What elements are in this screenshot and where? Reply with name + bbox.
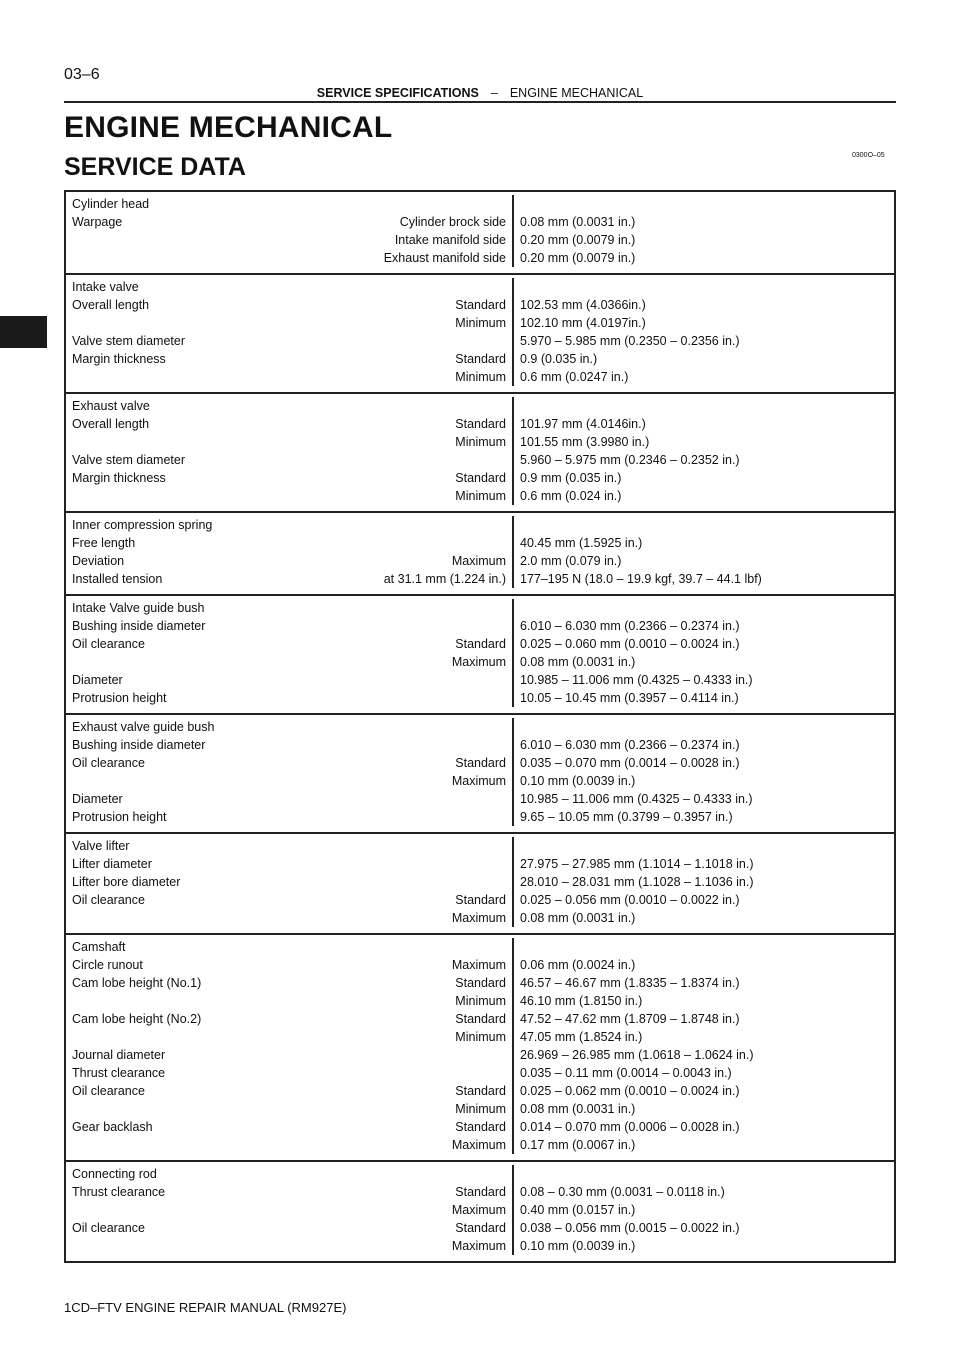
spec-section (66, 273, 894, 392)
spec-value: 0.08 mm (0.0031 in.) (520, 1102, 636, 1116)
spec-item-label: Inner compression spring (72, 518, 213, 532)
spec-value (520, 397, 894, 415)
spec-item-label: Journal diameter (72, 1048, 166, 1062)
spec-value: 0.6 mm (0.024 in.) (520, 489, 622, 503)
spec-item-qualifier: Standard (455, 352, 506, 366)
spec-values (514, 718, 894, 826)
spec-item-label: Margin thickness (72, 471, 166, 485)
spec-value: 47.52 – 47.62 mm (1.8709 – 1.8748 in.) (520, 1012, 740, 1026)
spec-row (72, 1183, 506, 1201)
spec-labels (66, 278, 514, 386)
spec-value: 6.010 – 6.030 mm (0.2366 – 0.2374 in.) (520, 619, 740, 633)
spec-row (72, 350, 506, 368)
spec-value: 26.969 – 26.985 mm (1.0618 – 1.0624 in.) (520, 1048, 754, 1062)
spec-row (72, 534, 506, 552)
spec-row (72, 451, 506, 469)
spec-row (72, 368, 506, 386)
spec-row (72, 195, 506, 213)
spec-value (520, 837, 894, 855)
spec-value: 0.9 (0.035 in.) (520, 352, 598, 366)
spec-value: 102.10 mm (4.0197in.) (520, 316, 646, 330)
spec-values (514, 837, 894, 927)
spec-row (72, 1219, 506, 1237)
spec-item-label: Oil clearance (72, 893, 145, 907)
header-dash: – (490, 86, 498, 100)
spec-values (514, 397, 894, 505)
spec-row (72, 570, 506, 588)
document-code: 0300O–05 (852, 152, 885, 159)
spec-value (520, 195, 894, 213)
spec-value: 0.17 mm (0.0067 in.) (520, 1138, 636, 1152)
spec-item-label: Protrusion height (72, 810, 167, 824)
spec-row (72, 1028, 506, 1046)
spec-item-qualifier: Maximum (451, 774, 506, 788)
spec-section (66, 832, 894, 933)
spec-row (72, 1118, 506, 1136)
spec-row (72, 516, 506, 534)
spec-value: 0.6 mm (0.0247 in.) (520, 370, 629, 384)
spec-row (72, 1010, 506, 1028)
spec-value: 0.20 mm (0.0079 in.) (520, 251, 636, 265)
spec-value: 5.970 – 5.985 mm (0.2350 – 0.2356 in.) (520, 334, 740, 348)
spec-value: 101.55 mm (3.9980 in.) (520, 435, 650, 449)
spec-row (72, 938, 506, 956)
spec-value (520, 718, 894, 736)
spec-row (72, 790, 506, 808)
spec-labels (66, 1165, 514, 1255)
spec-value: 40.45 mm (1.5925 in.) (520, 536, 643, 550)
spec-value: 0.08 mm (0.0031 in.) (520, 215, 636, 229)
spec-value: 102.53 mm (4.0366in.) (520, 298, 646, 312)
spec-item-label: Thrust clearance (72, 1066, 166, 1080)
spec-row (72, 433, 506, 451)
spec-item-label: Oil clearance (72, 1084, 145, 1098)
spec-row (72, 278, 506, 296)
spec-item-qualifier: Standard (455, 471, 506, 485)
spec-row (72, 956, 506, 974)
spec-item-label: Oil clearance (72, 637, 145, 651)
spec-item-label: Cam lobe height (No.1) (72, 976, 202, 990)
service-data-table (64, 190, 896, 1263)
spec-row (72, 1064, 506, 1082)
spec-value: 10.985 – 11.006 mm (0.4325 – 0.4333 in.) (520, 673, 753, 687)
spec-value: 6.010 – 6.030 mm (0.2366 – 0.2374 in.) (520, 738, 740, 752)
spec-labels (66, 195, 514, 267)
spec-item-qualifier: Maximum (451, 554, 506, 568)
spec-item-qualifier: Standard (455, 1120, 506, 1134)
spec-item-qualifier: Standard (455, 756, 506, 770)
spec-item-label: Exhaust valve guide bush (72, 720, 215, 734)
spec-row (72, 1100, 506, 1118)
spec-value: 46.10 mm (1.8150 in.) (520, 994, 643, 1008)
spec-item-qualifier: Maximum (451, 958, 506, 972)
spec-row (72, 599, 506, 617)
spec-row (72, 1237, 506, 1255)
spec-value: 47.05 mm (1.8524 in.) (520, 1030, 643, 1044)
spec-item-label: Protrusion height (72, 691, 167, 705)
spec-row (72, 1165, 506, 1183)
spec-row (72, 296, 506, 314)
spec-item-qualifier: Maximum (451, 655, 506, 669)
spec-item-qualifier: Standard (455, 417, 506, 431)
spec-value (520, 278, 894, 296)
page-footer: 1CD–FTV ENGINE REPAIR MANUAL (RM927E) (64, 1300, 347, 1315)
spec-item-qualifier: Maximum (451, 1239, 506, 1253)
spec-value: 0.08 mm (0.0031 in.) (520, 655, 636, 669)
spec-item-label: Free length (72, 536, 136, 550)
spec-row (72, 397, 506, 415)
spec-item-qualifier: Cylinder brock side (399, 215, 506, 229)
spec-item-qualifier: Exhaust manifold side (383, 251, 506, 265)
page-number: 03–6 (64, 66, 100, 83)
spec-item-label: Bushing inside diameter (72, 738, 206, 752)
spec-row (72, 231, 506, 249)
spec-row (72, 617, 506, 635)
spec-labels (66, 516, 514, 588)
spec-row (72, 487, 506, 505)
spec-item-label: Valve stem diameter (72, 334, 186, 348)
spec-item-label: Thrust clearance (72, 1185, 166, 1199)
spec-values (514, 599, 894, 707)
spec-row (72, 689, 506, 707)
spec-item-label: Oil clearance (72, 1221, 145, 1235)
spec-value: 0.08 mm (0.0031 in.) (520, 911, 636, 925)
spec-value: 0.025 – 0.060 mm (0.0010 – 0.0024 in.) (520, 637, 740, 651)
spec-value (520, 938, 894, 956)
spec-item-label: Valve lifter (72, 839, 130, 853)
spec-value: 2.0 mm (0.079 in.) (520, 554, 622, 568)
spec-row (72, 552, 506, 570)
spec-value: 0.035 – 0.11 mm (0.0014 – 0.0043 in.) (520, 1066, 732, 1080)
spec-row (72, 837, 506, 855)
spec-value: 0.06 mm (0.0024 in.) (520, 958, 636, 972)
spec-value: 0.20 mm (0.0079 in.) (520, 233, 636, 247)
spec-value: 10.985 – 11.006 mm (0.4325 – 0.4333 in.) (520, 792, 753, 806)
spec-value: 0.9 mm (0.035 in.) (520, 471, 622, 485)
spec-labels (66, 837, 514, 927)
spec-item-qualifier: Minimum (455, 316, 506, 330)
spec-value (520, 516, 894, 534)
spec-item-qualifier: Minimum (455, 489, 506, 503)
spec-value: 0.038 – 0.056 mm (0.0015 – 0.0022 in.) (520, 1221, 740, 1235)
spec-value: 101.97 mm (4.0146in.) (520, 417, 646, 431)
spec-value: 0.035 – 0.070 mm (0.0014 – 0.0028 in.) (520, 756, 740, 770)
spec-row (72, 1136, 506, 1154)
spec-section (66, 594, 894, 713)
spec-labels (66, 397, 514, 505)
spec-row (72, 772, 506, 790)
spec-item-qualifier: Maximum (451, 1138, 506, 1152)
spec-row (72, 754, 506, 772)
spec-item-qualifier: Minimum (455, 994, 506, 1008)
spec-item-qualifier: Standard (455, 1012, 506, 1026)
spec-labels (66, 599, 514, 707)
spec-item-label: Deviation (72, 554, 125, 568)
spec-item-qualifier: Maximum (451, 911, 506, 925)
spec-row (72, 909, 506, 927)
spec-row (72, 249, 506, 267)
spec-item-qualifier: Minimum (455, 1030, 506, 1044)
spec-item-label: Camshaft (72, 940, 126, 954)
spec-item-label: Intake Valve guide bush (72, 601, 205, 615)
spec-item-qualifier: Standard (455, 298, 506, 312)
spec-item-label: Overall length (72, 298, 150, 312)
spec-item-label: Valve stem diameter (72, 453, 186, 467)
spec-value (520, 1165, 894, 1183)
spec-section (66, 1160, 894, 1261)
spec-section (66, 713, 894, 832)
spec-item-label: Oil clearance (72, 756, 145, 770)
spec-row (72, 653, 506, 671)
spec-item-label: Intake valve (72, 280, 139, 294)
spec-row (72, 469, 506, 487)
spec-row (72, 1082, 506, 1100)
spec-row (72, 891, 506, 909)
spec-row (72, 718, 506, 736)
spec-item-qualifier: Standard (455, 893, 506, 907)
spec-item-qualifier: Minimum (455, 1102, 506, 1116)
spec-item-label: Cam lobe height (No.2) (72, 1012, 202, 1026)
spec-row (72, 736, 506, 754)
spec-value: 0.025 – 0.056 mm (0.0010 – 0.0022 in.) (520, 893, 740, 907)
spec-value: 10.05 – 10.45 mm (0.3957 – 0.4114 in.) (520, 691, 739, 705)
spec-row (72, 855, 506, 873)
spec-item-label: Warpage (72, 215, 123, 229)
spec-row (72, 992, 506, 1010)
spec-values (514, 1165, 894, 1255)
spec-item-label: Gear backlash (72, 1120, 153, 1134)
header-section-title: SERVICE SPECIFICATIONS (316, 86, 479, 100)
spec-item-qualifier: Standard (455, 976, 506, 990)
spec-item-label: Diameter (72, 673, 123, 687)
spec-row (72, 1201, 506, 1219)
spec-value: 0.10 mm (0.0039 in.) (520, 774, 636, 788)
spec-value: 0.014 – 0.070 mm (0.0006 – 0.0028 in.) (520, 1120, 740, 1134)
spec-value: 0.40 mm (0.0157 in.) (520, 1203, 636, 1217)
page-subtitle: SERVICE DATA (64, 153, 246, 181)
spec-item-qualifier: at 31.1 mm (1.224 in.) (383, 572, 506, 586)
spec-value: 0.08 – 0.30 mm (0.0031 – 0.0118 in.) (520, 1185, 725, 1199)
spec-item-qualifier: Standard (455, 637, 506, 651)
spec-section (66, 192, 894, 273)
header-subsection-title: ENGINE MECHANICAL (509, 86, 644, 100)
spec-item-qualifier: Standard (455, 1185, 506, 1199)
section-tab-marker (0, 316, 47, 348)
spec-value: 5.960 – 5.975 mm (0.2346 – 0.2352 in.) (520, 453, 740, 467)
spec-row (72, 1046, 506, 1064)
spec-row (72, 808, 506, 826)
spec-row (72, 213, 506, 231)
spec-labels (66, 938, 514, 1154)
spec-row (72, 314, 506, 332)
spec-value: 0.025 – 0.062 mm (0.0010 – 0.0024 in.) (520, 1084, 740, 1098)
spec-values (514, 516, 894, 588)
header-rule (64, 101, 896, 103)
spec-value: 0.10 mm (0.0039 in.) (520, 1239, 636, 1253)
spec-value: 27.975 – 27.985 mm (1.1014 – 1.1018 in.) (520, 857, 754, 871)
spec-row (72, 974, 506, 992)
spec-labels (66, 718, 514, 826)
spec-item-qualifier: Intake manifold side (394, 233, 506, 247)
spec-section (66, 392, 894, 511)
spec-item-label: Bushing inside diameter (72, 619, 206, 633)
spec-item-label: Margin thickness (72, 352, 166, 366)
spec-item-label: Lifter bore diameter (72, 875, 181, 889)
spec-row (72, 415, 506, 433)
running-header (64, 86, 896, 100)
spec-item-qualifier: Standard (455, 1084, 506, 1098)
spec-value: 46.57 – 46.67 mm (1.8335 – 1.8374 in.) (520, 976, 740, 990)
spec-item-qualifier: Minimum (455, 370, 506, 384)
spec-row (72, 671, 506, 689)
spec-item-qualifier: Standard (455, 1221, 506, 1235)
spec-value: 177–195 N (18.0 – 19.9 kgf, 39.7 – 44.1 lbf) (520, 572, 762, 586)
spec-values (514, 938, 894, 1154)
spec-item-label: Exhaust valve (72, 399, 150, 413)
spec-row (72, 332, 506, 350)
spec-item-label: Connecting rod (72, 1167, 157, 1181)
spec-section (66, 933, 894, 1160)
spec-item-label: Cylinder head (72, 197, 150, 211)
spec-item-label: Diameter (72, 792, 123, 806)
spec-item-qualifier: Maximum (451, 1203, 506, 1217)
spec-item-label: Installed tension (72, 572, 163, 586)
spec-item-label: Circle runout (72, 958, 143, 972)
spec-row (72, 635, 506, 653)
page-title: ENGINE MECHANICAL (64, 111, 393, 144)
spec-row (72, 873, 506, 891)
spec-section (66, 511, 894, 594)
spec-values (514, 195, 894, 267)
spec-item-label: Lifter diameter (72, 857, 152, 871)
spec-item-qualifier: Minimum (455, 435, 506, 449)
spec-item-label: Overall length (72, 417, 150, 431)
spec-value: 9.65 – 10.05 mm (0.3799 – 0.3957 in.) (520, 810, 733, 824)
spec-value (520, 599, 894, 617)
spec-values (514, 278, 894, 386)
spec-value: 28.010 – 28.031 mm (1.1028 – 1.1036 in.) (520, 875, 754, 889)
